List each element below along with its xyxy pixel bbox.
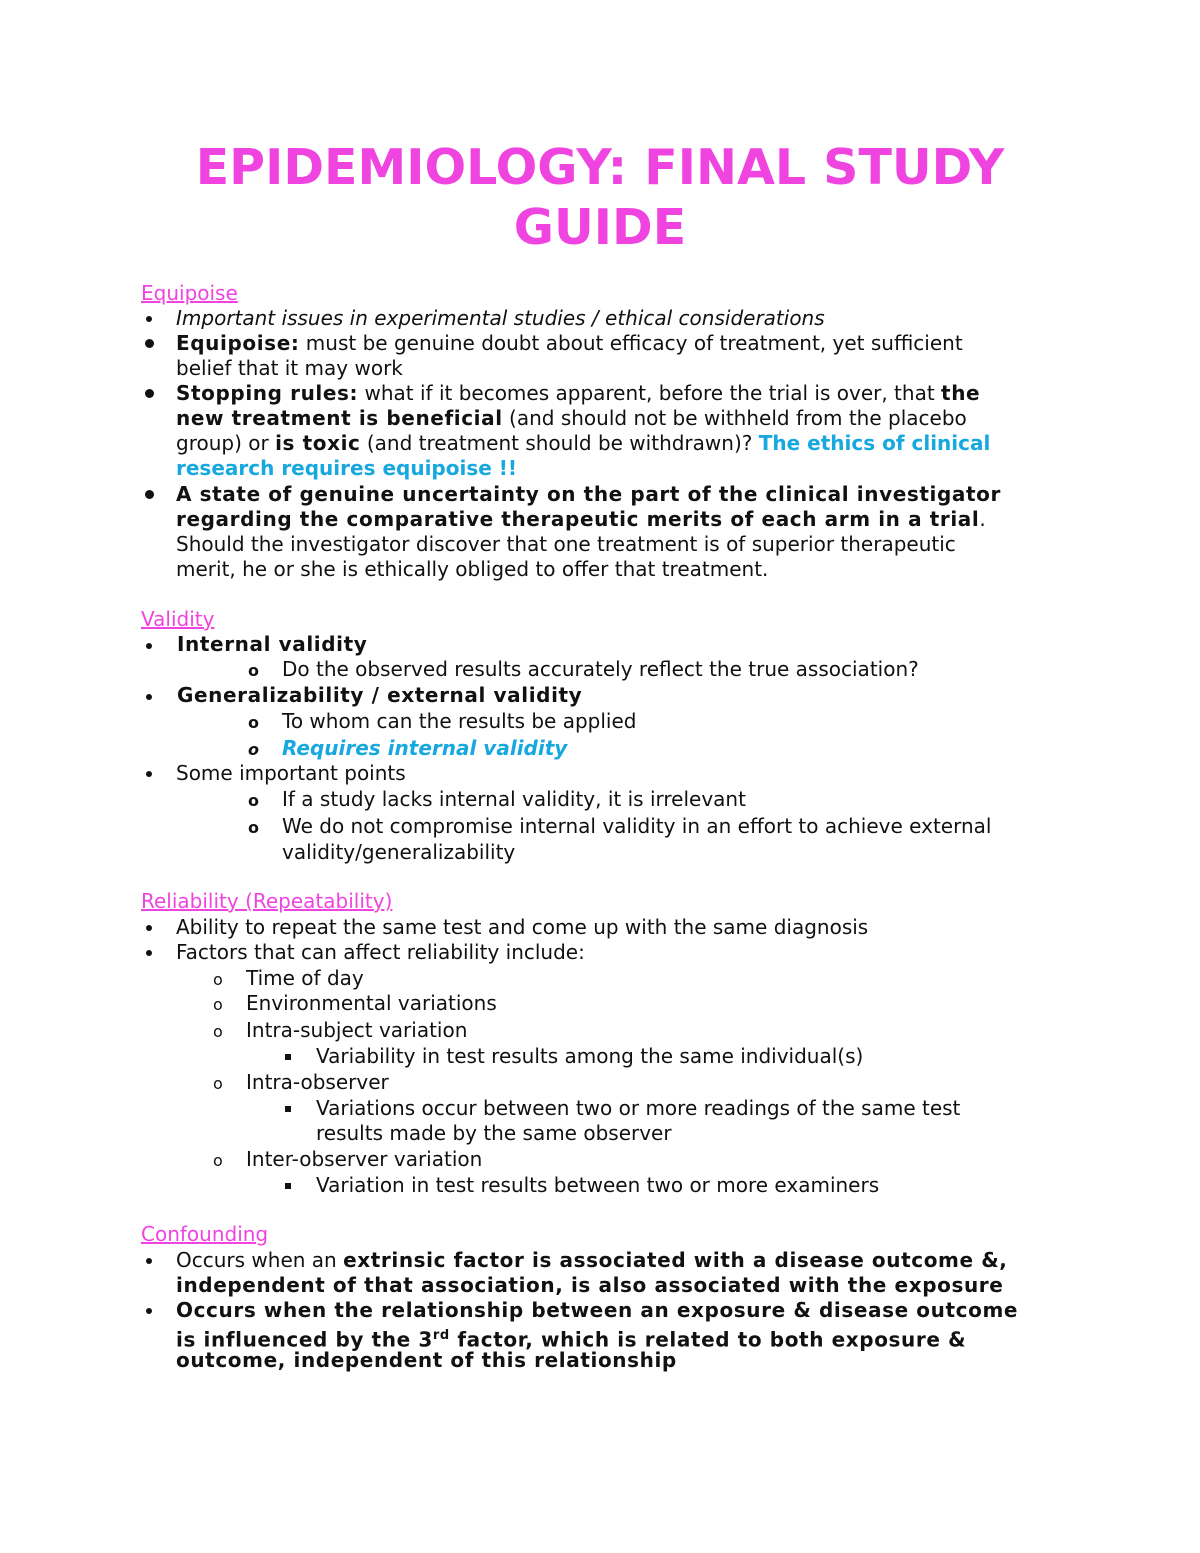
bullet-icon xyxy=(146,925,152,931)
bullet-icon xyxy=(146,1308,152,1314)
list-item-continued: research requires equipoise !! xyxy=(176,456,518,480)
bullet-icon xyxy=(145,389,154,398)
sub-bullet-icon: o xyxy=(248,661,259,680)
list-item: Generalizability / external validity xyxy=(177,683,583,707)
sub-bullet-icon: o xyxy=(248,713,259,732)
list-item-continued: regarding the comparative therapeutic merits of each arm in a trial. xyxy=(176,507,986,531)
sub-bullet-icon: o xyxy=(213,970,223,989)
list-item: Equipoise: must be genuine doubt about efficacy of treatment, yet sufficient xyxy=(176,331,963,355)
bullet-icon xyxy=(146,1258,152,1264)
list-item: Factors that can affect reliability include: xyxy=(176,940,585,964)
page-title xyxy=(0,138,1200,258)
bullet-icon xyxy=(145,490,154,499)
sub-list-item: Inter-observer variation xyxy=(246,1147,483,1171)
title-line-1: EPIDEMIOLOGY: FINAL STUDY xyxy=(195,139,1005,196)
sub-bullet-icon: o xyxy=(213,1074,223,1093)
sub-list-item: Intra-observer xyxy=(246,1070,389,1094)
list-item: Important issues in experimental studies / ethical considerations xyxy=(176,306,825,330)
list-item-continued: is influenced by the 3rd factor, which is related to both exposure & xyxy=(176,1327,967,1352)
sub-list-item: Requires internal validity xyxy=(282,736,568,760)
sub-sub-list-item: Variation in test results between two or more examiners xyxy=(316,1173,880,1197)
list-item: Occurs when the relationship between an exposure & disease outcome xyxy=(176,1298,1019,1322)
sub-list-item: Intra-subject variation xyxy=(246,1018,468,1042)
section-heading-confounding: Confounding xyxy=(141,1222,269,1246)
sub-list-item: We do not compromise internal validity in an effort to achieve external xyxy=(282,814,992,838)
section-heading-equipoise: Equipoise xyxy=(141,281,238,305)
sub-bullet-icon: o xyxy=(213,995,223,1014)
list-item-continued: merit, he or she is ethically obliged to offer that treatment. xyxy=(176,557,769,581)
sub-sub-list-item: Variability in test results among the same individual(s) xyxy=(316,1044,864,1068)
list-item-continued: new treatment is beneficial (and should not be withheld from the placebo xyxy=(176,406,967,430)
sub-list-item-continued: validity/generalizability xyxy=(282,840,516,864)
sub-bullet-icon: o xyxy=(248,818,259,837)
list-item-continued: independent of that association, is also associated with the exposure xyxy=(176,1273,1004,1297)
square-bullet-icon xyxy=(285,1183,291,1189)
title-line-2: GUIDE xyxy=(513,199,687,256)
bullet-icon xyxy=(145,339,154,348)
sub-list-item: Environmental variations xyxy=(246,991,497,1015)
sub-bullet-icon: o xyxy=(248,740,259,759)
sub-list-item: Time of day xyxy=(246,966,364,990)
bullet-icon xyxy=(146,643,152,649)
square-bullet-icon xyxy=(285,1054,291,1060)
list-item: Occurs when an extrinsic factor is associated with a disease outcome &, xyxy=(176,1248,1008,1272)
list-item-continued: outcome, independent of this relationship xyxy=(176,1348,677,1372)
list-item: A state of genuine uncertainty on the part of the clinical investigator xyxy=(176,482,1001,506)
list-item: Some important points xyxy=(176,761,406,785)
sub-list-item: Do the observed results accurately reflect the true association? xyxy=(282,657,919,681)
sub-sub-list-item-continued: results made by the same observer xyxy=(316,1121,672,1145)
bullet-icon xyxy=(146,950,152,956)
section-heading-validity: Validity xyxy=(141,607,215,631)
list-item-continued: Should the investigator discover that one treatment is of superior therapeutic xyxy=(176,532,956,556)
bullet-icon xyxy=(146,694,152,700)
list-item: Ability to repeat the same test and come up with the same diagnosis xyxy=(176,915,869,939)
sub-list-item: If a study lacks internal validity, it is irrelevant xyxy=(282,787,746,811)
square-bullet-icon xyxy=(285,1106,291,1112)
sub-bullet-icon: o xyxy=(213,1151,223,1170)
section-heading-reliability: Reliability (Repeatability) xyxy=(141,889,393,913)
list-item-continued: group) or is toxic (and treatment should be withdrawn)? The ethics of clinical xyxy=(176,431,991,455)
sub-sub-list-item: Variations occur between two or more readings of the same test xyxy=(316,1096,961,1120)
bullet-icon xyxy=(146,316,152,322)
bullet-icon xyxy=(146,771,152,777)
sub-bullet-icon: o xyxy=(213,1022,223,1041)
list-item: Internal validity xyxy=(177,632,368,656)
list-item-continued: belief that it may work xyxy=(176,356,403,380)
sub-bullet-icon: o xyxy=(248,791,259,810)
list-item: Stopping rules: what if it becomes apparent, before the trial is over, that the xyxy=(176,381,981,405)
sub-list-item: To whom can the results be applied xyxy=(282,709,637,733)
